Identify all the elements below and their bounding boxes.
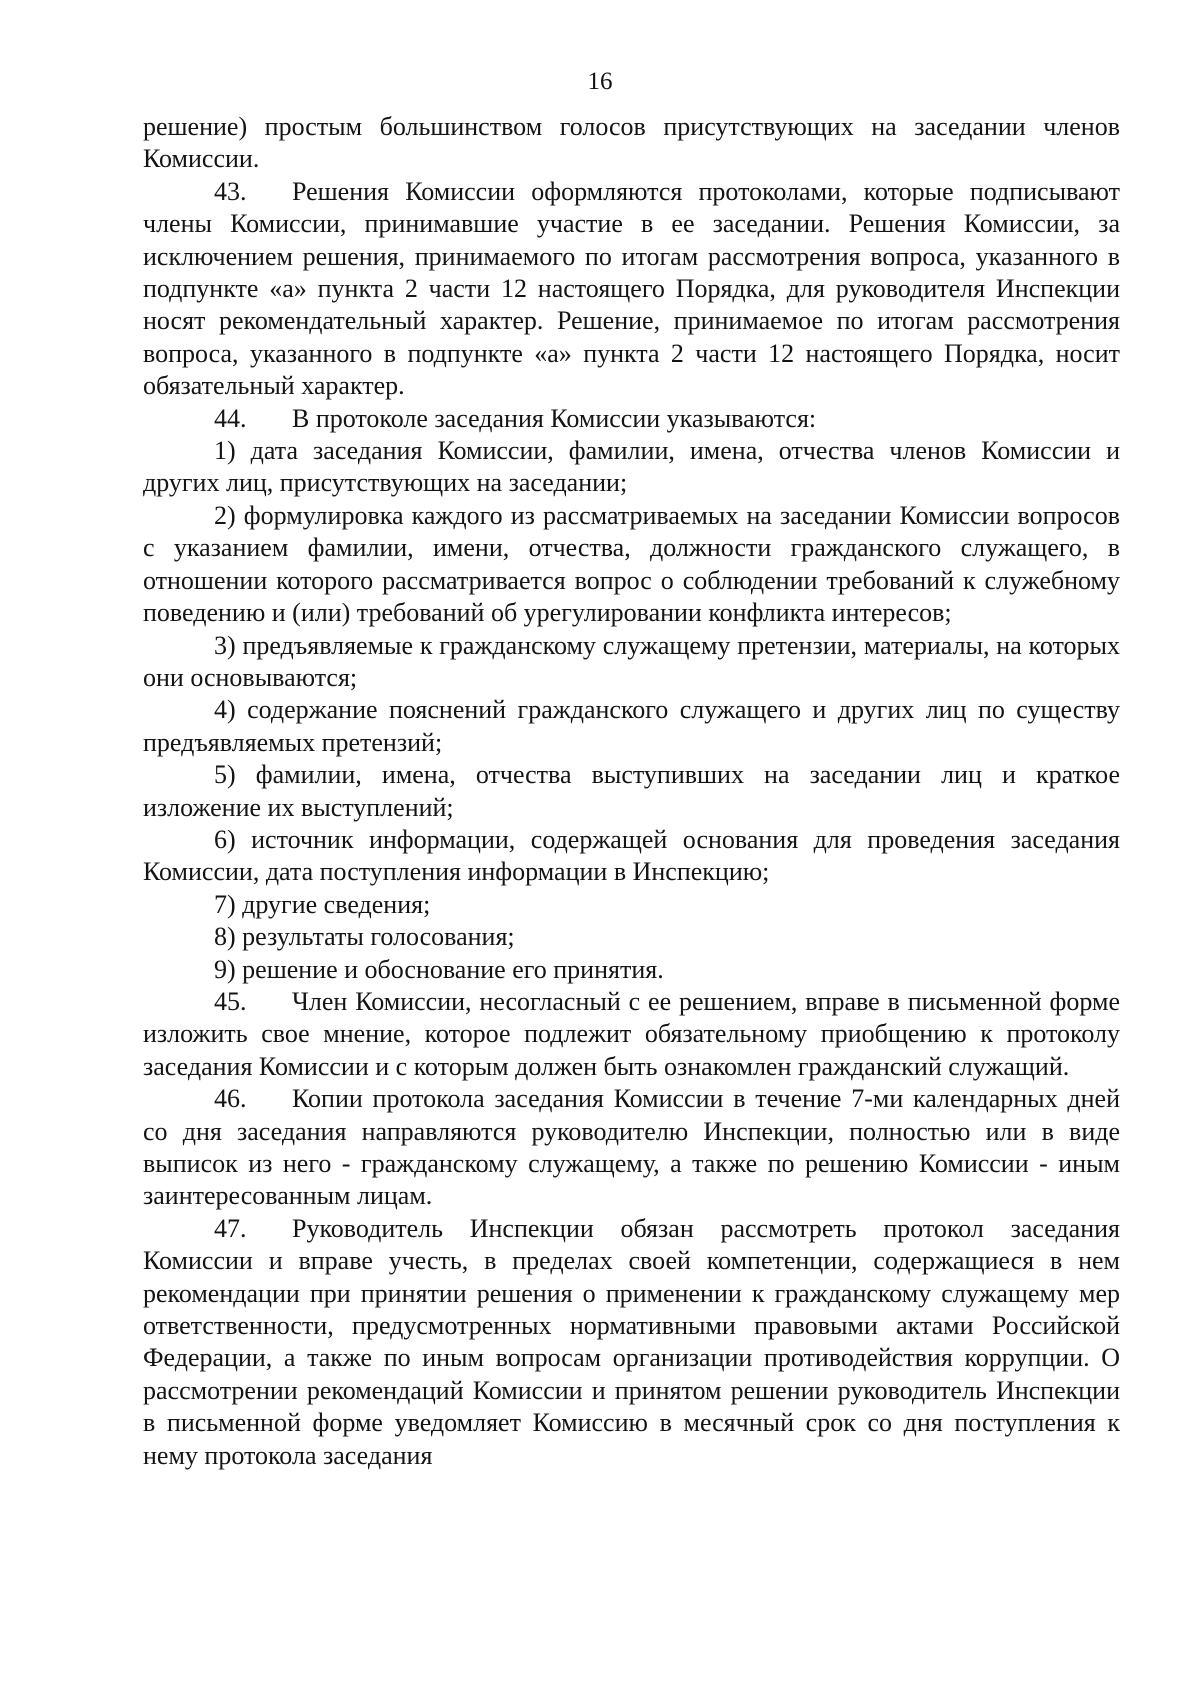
- list-item-text: 6) источник информации, содержащей основания для проведения заседания Комиссии, дата поступления информации в Инспекцию;: [143, 824, 1120, 887]
- paragraph-number: 43.: [214, 176, 247, 206]
- list-item-text: 7) другие сведения;: [214, 889, 431, 919]
- paragraph-text: решение) простым большинством голосов присутствующих на заседании членов Комиссии.: [143, 112, 1120, 174]
- paragraph-45: [143, 986, 1120, 1083]
- list-item-text: 5) фамилии, имена, отчества выступивших на заседании лиц и краткое изложение их выступлений;: [143, 760, 1120, 822]
- paragraph-text: Член Комиссии, несогласный с ее решением, вправе в письменной форме изложить свое мнение, которое подлежит обязательному приобщению к протоколу заседания Комиссии и с которым должен быть ознакомлен гражданский служащий.: [143, 986, 1120, 1081]
- list-item-2: [143, 500, 1120, 630]
- list-item-text: 9) решение и обоснование его принятия.: [214, 954, 664, 984]
- list-item-text: 1) дата заседания Комиссии, фамилии, имена, отчества членов Комиссии и других лиц, присутствующих на заседании;: [143, 436, 1120, 498]
- list-item-9: [143, 954, 1120, 986]
- list-item-7: [143, 889, 1120, 921]
- paragraph-continuation: [143, 111, 1120, 176]
- list-item-text: 3) предъявляемые к гражданскому служащему претензии, материалы, на которых они основываются;: [143, 630, 1120, 692]
- list-item-8: [143, 921, 1120, 953]
- paragraph-number: 46.: [214, 1084, 247, 1114]
- list-item-3: [143, 630, 1120, 695]
- list-item-6: [143, 824, 1120, 889]
- paragraph-number: 45.: [214, 986, 247, 1016]
- paragraph-number: 47.: [214, 1213, 247, 1243]
- document-body: [143, 111, 1120, 1472]
- paragraph-text: Руководитель Инспекции обязан рассмотреть протокол заседания Комиссии и вправе учесть, в пределах своей компетенции, содержащиеся в нем рекомендации при принятии решения о применении к гражданскому служащему мер ответственности, предусмотренных нормативными правовыми актами Российской Федерации, а также по иным вопросам организации противодействия коррупции. О рассмотрении рекомендаций Комиссии и принятом решении руководитель Инспекции в письменной форме уведомляет Комиссию в месячный срок со дня поступления к нему протокола заседания: [143, 1213, 1120, 1470]
- list-item-5: [143, 759, 1120, 824]
- list-item-text: 2) формулировка каждого из рассматриваемых на заседании Комиссии вопросов с указанием фамилии, имени, отчества, должности гражданского служащего, в отношении которого рассматривается вопрос о соблюдении требований к служебному поведению и (или) требований об урегулировании конфликта интересов;: [143, 500, 1120, 628]
- paragraph-text: Копии протокола заседания Комиссии в течение 7-ми календарных дней со дня заседания направляются руководителю Инспекции, полностью или в виде выписок из него - гражданскому служащему, а также по решению Комиссии - иным заинтересованным лицам.: [143, 1084, 1120, 1211]
- list-item-text: 4) содержание пояснений гражданского служащего и других лиц по существу предъявляемых претензий;: [143, 695, 1120, 757]
- paragraph-number: 44.: [214, 403, 247, 433]
- paragraph-text: В протоколе заседания Комиссии указываются:: [292, 403, 817, 433]
- page-number: 16: [587, 68, 613, 95]
- list-item-4: [143, 694, 1120, 759]
- list-item-text: 8) результаты голосования;: [214, 922, 515, 952]
- paragraph-46: [143, 1083, 1120, 1213]
- list-item-1: [143, 435, 1120, 500]
- paragraph-47: [143, 1213, 1120, 1472]
- paragraph-44: [143, 403, 1120, 435]
- paragraph-text: Решения Комиссии оформляются протоколами, которые подписывают члены Комиссии, принимавшие участие в ее заседании. Решения Комиссии, за исключением решения, принимаемого по итогам рассмотрения вопроса, указанного в подпункте «а» пункта 2 части 12 настоящего Порядка, для руководителя Инспекции носят рекомендательный характер. Решение, принимаемое по итогам рассмотрения вопроса, указанного в подпункте «а» пункта 2 части 12 настоящего Порядка, носит обязательный характер.: [143, 176, 1120, 401]
- paragraph-43: [143, 176, 1120, 403]
